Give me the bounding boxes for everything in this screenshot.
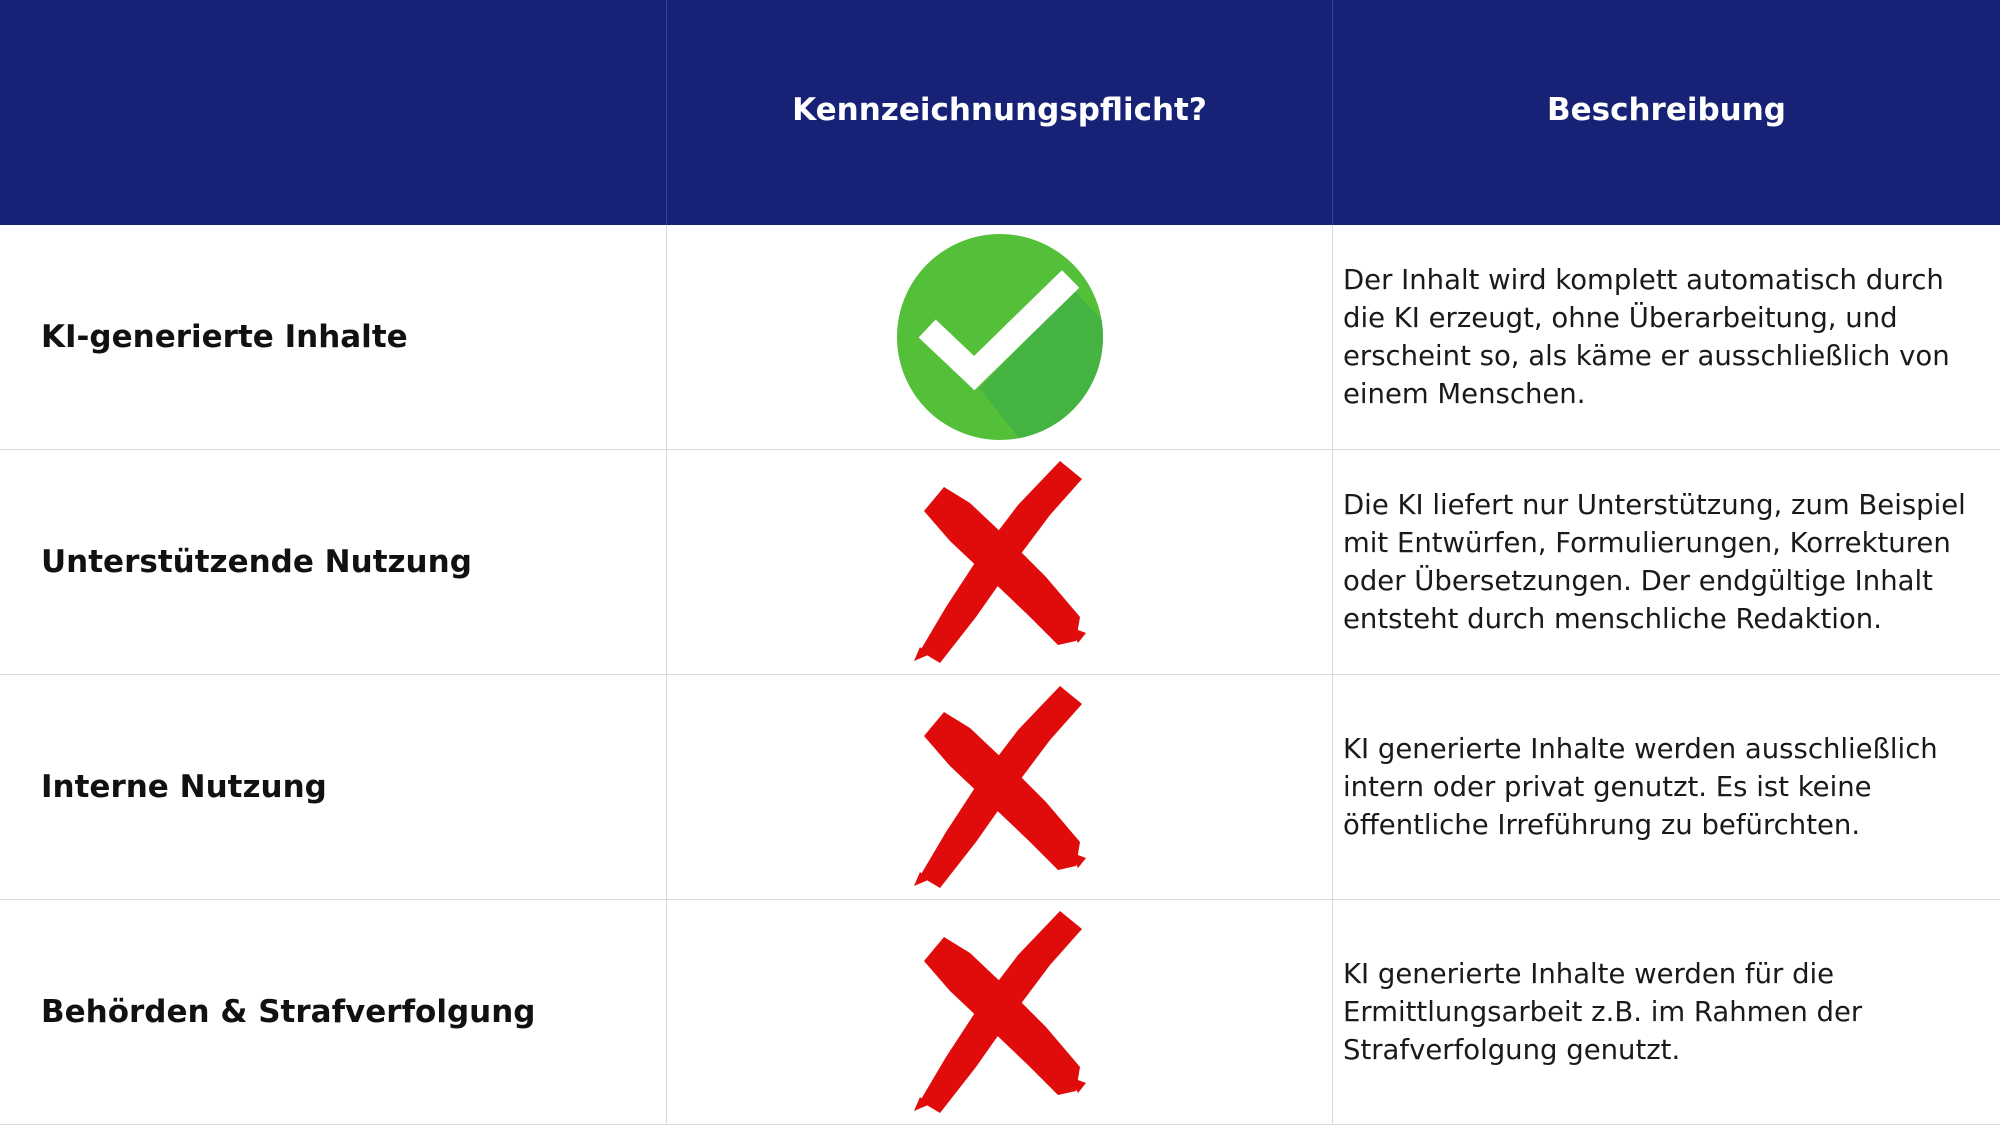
check-icon (897, 234, 1103, 440)
cross-icon (910, 907, 1090, 1117)
header-cell-labeling-obligation: Kennzeichnungspflicht? (667, 0, 1333, 225)
row-description: KI generierte Inhalte werden für die Ermittlungsarbeit z.B. im Rahmen der Strafverfolgung genutzt. (1333, 900, 2000, 1125)
status-cell (667, 450, 1333, 675)
cross-icon (910, 682, 1090, 892)
row-label: KI-generierte Inhalte (0, 225, 667, 450)
row-label: Behörden & Strafverfolgung (0, 900, 667, 1125)
status-cell (667, 675, 1333, 900)
header-cell-empty (0, 0, 667, 225)
row-description: KI generierte Inhalte werden ausschließlich intern oder privat genutzt. Es ist keine öffentliche Irreführung zu befürchten. (1333, 675, 2000, 900)
row-label: Interne Nutzung (0, 675, 667, 900)
row-description: Der Inhalt wird komplett automatisch durch die KI erzeugt, ohne Überarbeitung, und erscheint so, als käme er ausschließlich von einem Menschen. (1333, 225, 2000, 450)
row-label: Unterstützende Nutzung (0, 450, 667, 675)
status-cell (667, 225, 1333, 450)
row-description: Die KI liefert nur Unterstützung, zum Beispiel mit Entwürfen, Formulierungen, Korrekturen oder Übersetzungen. Der endgültige Inhalt entsteht durch menschliche Redaktion. (1333, 450, 2000, 675)
cross-icon (910, 457, 1090, 667)
header-cell-description: Beschreibung (1333, 0, 2000, 225)
status-cell (667, 900, 1333, 1125)
